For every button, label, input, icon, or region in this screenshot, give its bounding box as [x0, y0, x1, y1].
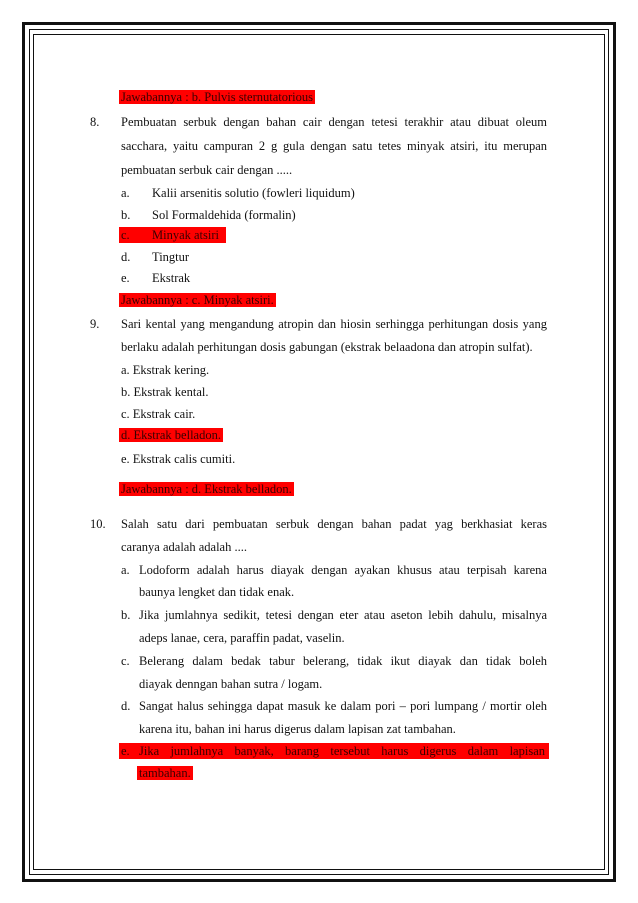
q10-option-b-line-1: Jika jumlahnya sedikit, tetesi dengan eter atau aseton lebih dahulu, misalnya: [139, 608, 547, 622]
q10-text-line-1: Salah satu dari pembuatan serbuk dengan bahan padat yag berkhasiat keras: [121, 517, 547, 531]
q8-option-e: Ekstrak: [152, 271, 191, 285]
q10-option-d-label: d.: [121, 699, 131, 713]
q8-option-c-label: c.: [121, 228, 130, 242]
q8-option-b-label: b.: [121, 208, 131, 222]
q10-option-c-line-1: Belerang dalam bedak tabur belerang, tidak ikut diayak dan tidak boleh: [139, 654, 547, 668]
q9-option-b: b. Ekstrak kental.: [121, 385, 209, 399]
q10-option-b-line-2: adeps lanae, cera, paraffin padat, vaselin.: [139, 631, 345, 645]
q9-option-a: a. Ekstrak kering.: [121, 363, 210, 377]
q9-option-e: e. Ekstrak calis cumiti.: [121, 452, 236, 466]
q10-option-e-line-2-row: [137, 765, 193, 781]
q8-option-c: Minyak atsiri: [152, 228, 220, 242]
q8-text-line-2: sacchara, yaitu campuran 2 g gula dengan satu tetes minyak atsiri, itu merupan: [121, 139, 547, 153]
q9-text-line-1: Sari kental yang mengandung atropin dan hiosin serhingga perhitungan dosis yang: [121, 317, 547, 331]
q8-option-d-label: d.: [121, 250, 131, 264]
q10-option-a-line-2: baunya lengket dan tidak enak.: [139, 585, 295, 599]
q9-option-c: c. Ekstrak cair.: [121, 407, 196, 421]
q8-option-a-label: a.: [121, 186, 130, 200]
q10-option-a-label: a.: [121, 563, 130, 577]
q10-option-e-highlight: [119, 743, 549, 759]
q10-option-e-line-2: tambahan.: [139, 766, 191, 780]
q10-option-a-line-1: Lodoform adalah harus diayak dengan ayakan khusus atau terpisah karena: [139, 563, 547, 577]
q8-option-b: Sol Formaldehida (formalin): [152, 208, 296, 222]
q8-number: 8.: [90, 115, 100, 129]
q10-option-c-line-2: diayak denngan bahan sutra / logam.: [139, 677, 323, 691]
q8-text-line-1: Pembuatan serbuk dengan bahan cair dengan tetesi terakhir atau dibuat oleum: [121, 115, 547, 129]
q9-option-d: d. Ekstrak belladon.: [121, 428, 221, 442]
q10-option-c-label: c.: [121, 654, 130, 668]
q10-option-e-label: e.: [121, 744, 130, 758]
answer-8: Jawabannya : c. Minyak atsiri.: [121, 293, 274, 307]
answer-7: Jawabannya : b. Pulvis sternutatorious: [121, 90, 313, 104]
q10-text-line-2: caranya adalah adalah ....: [121, 540, 247, 554]
q9-number: 9.: [90, 317, 100, 331]
answer-9: Jawabannya : d. Ekstrak belladon.: [121, 482, 292, 496]
q8-option-e-label: e.: [121, 271, 130, 285]
q8-option-c-highlight: [119, 227, 226, 243]
q10-option-d-line-2: karena itu, bahan ini harus digerus dalam lapisan zat tambahan.: [139, 722, 456, 736]
q8-text-line-3: pembuatan serbuk cair dengan .....: [121, 163, 293, 177]
q10-option-e-line-1: Jika jumlahnya banyak, barang tersebut harus digerus dalam lapisan: [139, 744, 545, 758]
q8-option-d: Tingtur: [152, 250, 190, 264]
q8-option-a: Kalii arsenitis solutio (fowleri liquidum): [152, 186, 355, 200]
q10-option-b-label: b.: [121, 608, 131, 622]
q9-text-line-2: berlaku adalah perhitungan dosis gabungan (ekstrak belaadona dan atropin sulfat).: [121, 340, 533, 354]
q9-option-d-row: [119, 427, 223, 443]
q10-number: 10.: [90, 517, 106, 531]
q10-option-d-line-1: Sangat halus sehingga dapat masuk ke dalam pori – pori lumpang / mortir oleh: [139, 699, 547, 713]
